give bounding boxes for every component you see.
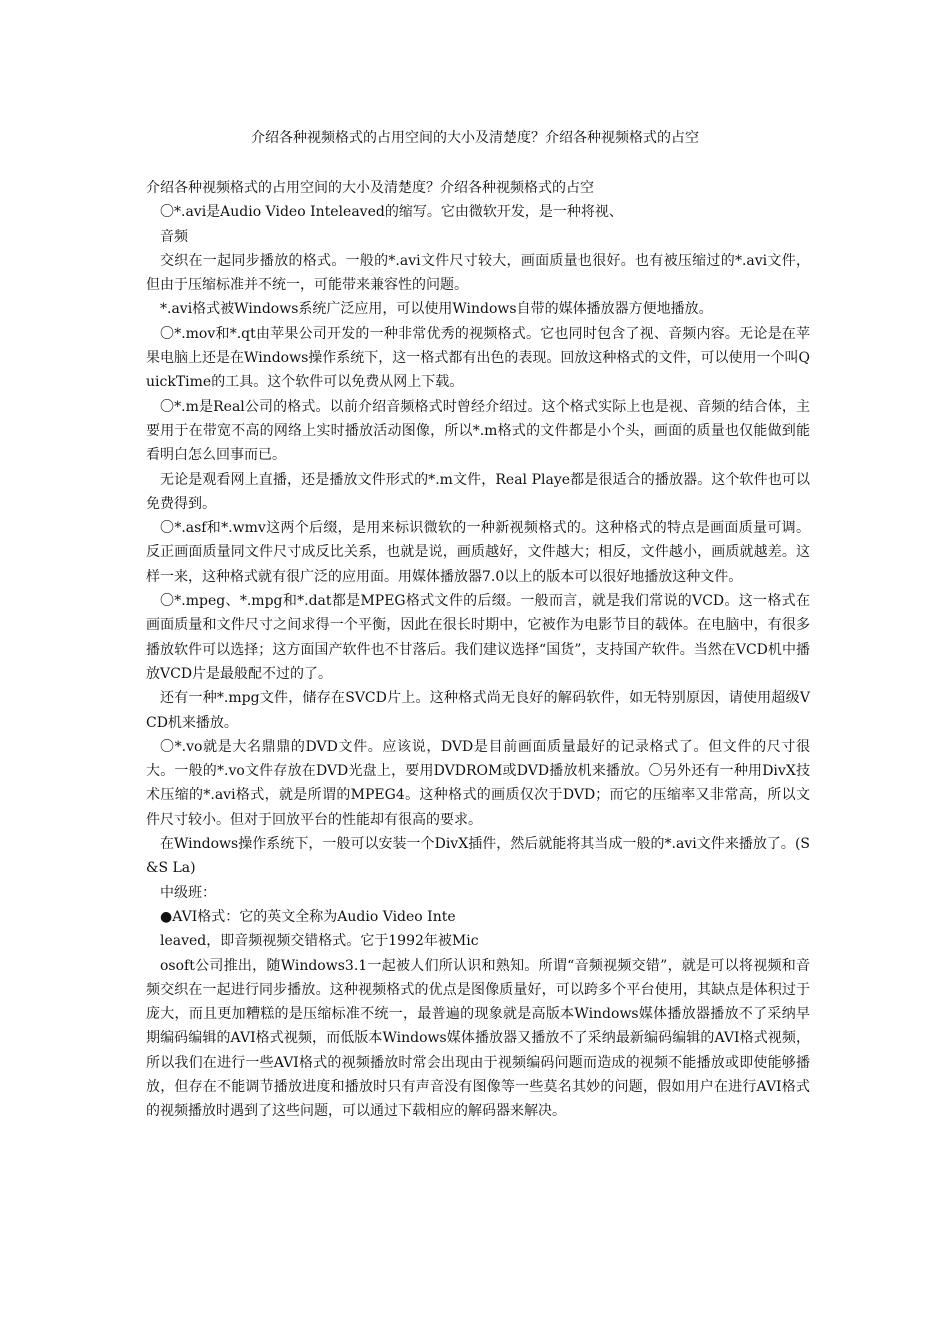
paragraph: leaved，即音频视频交错格式。它于1992年被Mic (160, 933, 479, 950)
paragraph: *.avi格式被Windows系统广泛应用，可以使用Windows自带的媒体播放器方便地播放。 (160, 301, 713, 318)
paragraph: osoft公司推出，随Windows3.1一起被人们所认识和熟知。所谓“音频视频交错”，就是可以将视频和音频交织在一起进行同步播放。这种视频格式的优点是图像质量好，可以跨多个平台使用，其缺点是体积过于庞大，而且更加糟糕的是压缩标准不统一，最普遍的现象就是高版本Windows媒体播放器播放不了采纳早期编码编辑的AVI格式视频，而低版本Windows媒体播放器又播放不了采纳最新编码编辑的AVI格式视频，所以我们在进行一些AVI格式的视频播放时常会出现由于视频编码问题而造成的视频不能播放或即使能够播放，但存在不能调节播放进度和播放时只有声音没有图像等一些莫名其妙的问题，假如用户在进行AVI格式的视频播放时遇到了这些问题，可以通过下载相应的解码器来解决。 (146, 957, 810, 1120)
paragraph: 介绍各种视频格式的占用空间的大小及清楚度？介绍各种视频格式的占空 (146, 180, 594, 196)
paragraph: 〇*.mpeg、*.mpg和*.dat都是MPEG格式文件的后缀。一般而言，就是我们常说的VCD。这一格式在画面质量和文件尺寸之间求得一个平衡，因此在很长时期中，它被作为电影节目的载体。在电脑中，有很多播放软件可以选择；这方面国产软件也不甘落后。我们建议选择“国货”，支持国产软件。当然在VCD机中播放VCD片是最般配不过的了。 (146, 593, 810, 682)
paragraph: 〇*.vo就是大名鼎鼎的DVD文件。应该说，DVD是目前画面质量最好的记录格式了。但文件的尺寸很大。一般的*.vo文件存放在DVD光盘上，要用DVDROM或DVD播放机来播放。〇另外还有一种用DivX技术压缩的*.avi格式，就是所谓的MPEG4。这种格式的画质仅次于DVD；而它的压缩率又非常高，所以文件尺寸较小。但对于回放平台的性能却有很高的要求。 (146, 738, 810, 828)
paragraph: 〇*.asf和*.wmv这两个后缀，是用来标识微软的一种新视频格式的。这种格式的特点是画面质量可调。反正画面质量同文件尺寸成反比关系，也就是说，画质越好，文件越大；相反，文件越小，画质就越差。这样一来，这种格式就有很广泛的应用面。用媒体播放器7.0以上的版本可以很好地播放这种文件。 (146, 520, 810, 585)
paragraph: ●AVI格式：它的英文全称为Audio Video Inte (160, 908, 456, 925)
document-body (146, 176, 810, 1124)
paragraph: 音频 (160, 228, 188, 245)
paragraph: 〇*.m是Real公司的格式。以前介绍音频格式时曾经介绍过。这个格式实际上也是视、音频的结合体，主要用于在带宽不高的网络上实时播放活动图像，所以*.m格式的文件都是小个头，画面的质量也仅能做到能看明白怎么回事而已。 (146, 398, 810, 464)
paragraph: 中级班： (160, 884, 216, 901)
paragraph: 无论是观看网上直播，还是播放文件形式的*.m文件，Real Playe都是很适合的播放器。这个软件也可以免费得到。 (146, 471, 810, 512)
document-title: 介绍各种视频格式的占用空间的大小及清楚度？介绍各种视频格式的占空 (251, 130, 699, 146)
paragraph: 〇*.mov和*.qt由苹果公司开发的一种非常优秀的视频格式。它也同时包含了视、音频内容。无论是在苹果电脑上还是在Windows操作系统下，这一格式都有出色的表现。回放这种格式的文件，可以使用一个叫QuickTime的工具。这个软件可以免费从网上下载。 (146, 325, 810, 391)
paragraph: 交织在一起同步播放的格式。一般的*.avi文件尺寸较大，画面质量也很好。也有被压缩过的*.avi文件，但由于压缩标准并不统一，可能带来兼容性的问题。 (146, 252, 810, 294)
paragraph: 〇*.avi是Audio Video Inteleaved的缩写。它由微软开发，是一种将视、 (160, 204, 623, 221)
paragraph: 在Windows操作系统下，一般可以安装一个DivX插件，然后就能将其当成一般的*.avi文件来播放了。(S&S La) (146, 836, 810, 877)
paragraph: 还有一种*.mpg文件，储存在SVCD片上。这种格式尚无良好的解码软件，如无特别原因，请使用超级VCD机来播放。 (146, 690, 810, 731)
